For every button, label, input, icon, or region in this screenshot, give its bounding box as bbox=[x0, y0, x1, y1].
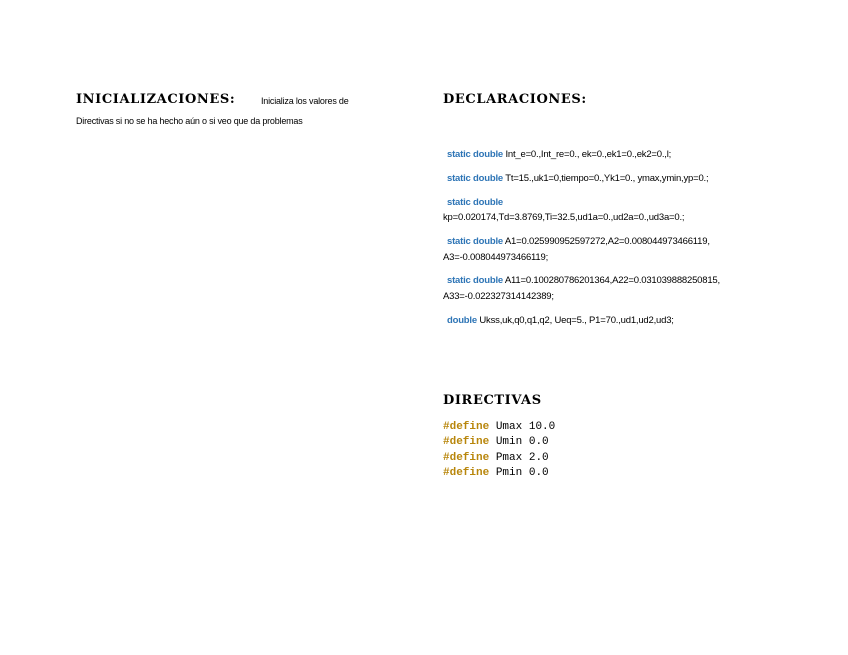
define-name: Umax bbox=[495, 421, 523, 433]
define-line bbox=[443, 466, 555, 481]
define-line bbox=[443, 435, 555, 450]
declaration-text: Ukss,uk,q0,q1,q2, Ueq=5., P1=70.,ud1,ud2,ud3; bbox=[479, 315, 674, 326]
declaration-text: A11=0.100280786201364,A22=0.031039888250815, bbox=[504, 275, 720, 286]
declaration-keyword: static double bbox=[447, 236, 503, 247]
declaration-line bbox=[447, 273, 720, 289]
define-name: Umin bbox=[495, 436, 523, 449]
declaration-text: A1=0.025990952597272,A2=0.008044973466119, bbox=[504, 236, 710, 247]
define-value: 2.0 bbox=[528, 451, 549, 464]
declaration-keyword: double bbox=[447, 315, 477, 326]
directivas-block bbox=[443, 420, 555, 481]
define-keyword: #define bbox=[443, 421, 490, 433]
declaration-keyword-text: static double bbox=[447, 197, 503, 208]
define-keyword: #define bbox=[443, 451, 490, 464]
define-value: 0.0 bbox=[528, 466, 549, 479]
define-keyword: #define bbox=[443, 436, 490, 449]
declaration-text-continued: A3=-0.008044973466119; bbox=[443, 252, 549, 263]
directivas-heading: DIRECTIVAS bbox=[443, 393, 542, 408]
inicializaciones-note-line2: Directivas si no se ha hecho aún o si veo que da problemas bbox=[76, 116, 303, 126]
declaration-keyword: static double bbox=[447, 275, 503, 286]
declaration-keyword: static double bbox=[447, 173, 503, 184]
declaration-line bbox=[447, 234, 710, 250]
declaraciones-heading: DECLARACIONES: bbox=[443, 92, 587, 107]
define-line bbox=[443, 420, 555, 435]
define-line bbox=[443, 451, 555, 466]
declaration-keyword bbox=[447, 195, 503, 211]
inicializaciones-heading: INICIALIZACIONES: bbox=[76, 92, 236, 107]
define-keyword: #define bbox=[443, 466, 490, 479]
declaration-text: Tt=15.,uk1=0,tiempo=0.,Yk1=0., ymax,ymin,yp=0.; bbox=[505, 173, 709, 184]
define-value: 0.0 bbox=[528, 436, 549, 449]
inicializaciones-note-line1: Inicializa los valores de bbox=[261, 96, 349, 106]
define-name: Pmax bbox=[495, 451, 523, 464]
declaration-line bbox=[447, 313, 674, 329]
declaration-text-continued: A33=-0.022327314142389; bbox=[443, 291, 554, 302]
declaration-text: kp=0.020174,Td=3.8769,Ti=32.5,ud1a=0.,ud2a=0.,ud3a=0.; bbox=[443, 212, 685, 223]
declaration-text: Int_e=0.,Int_re=0., ek=0.,ek1=0.,ek2=0.,l; bbox=[505, 149, 672, 160]
declaration-line bbox=[447, 147, 671, 163]
define-value: 10.0 bbox=[528, 421, 556, 433]
declaration-keyword: static double bbox=[447, 149, 503, 160]
define-name: Pmin bbox=[495, 466, 523, 479]
declaration-line bbox=[447, 171, 708, 187]
